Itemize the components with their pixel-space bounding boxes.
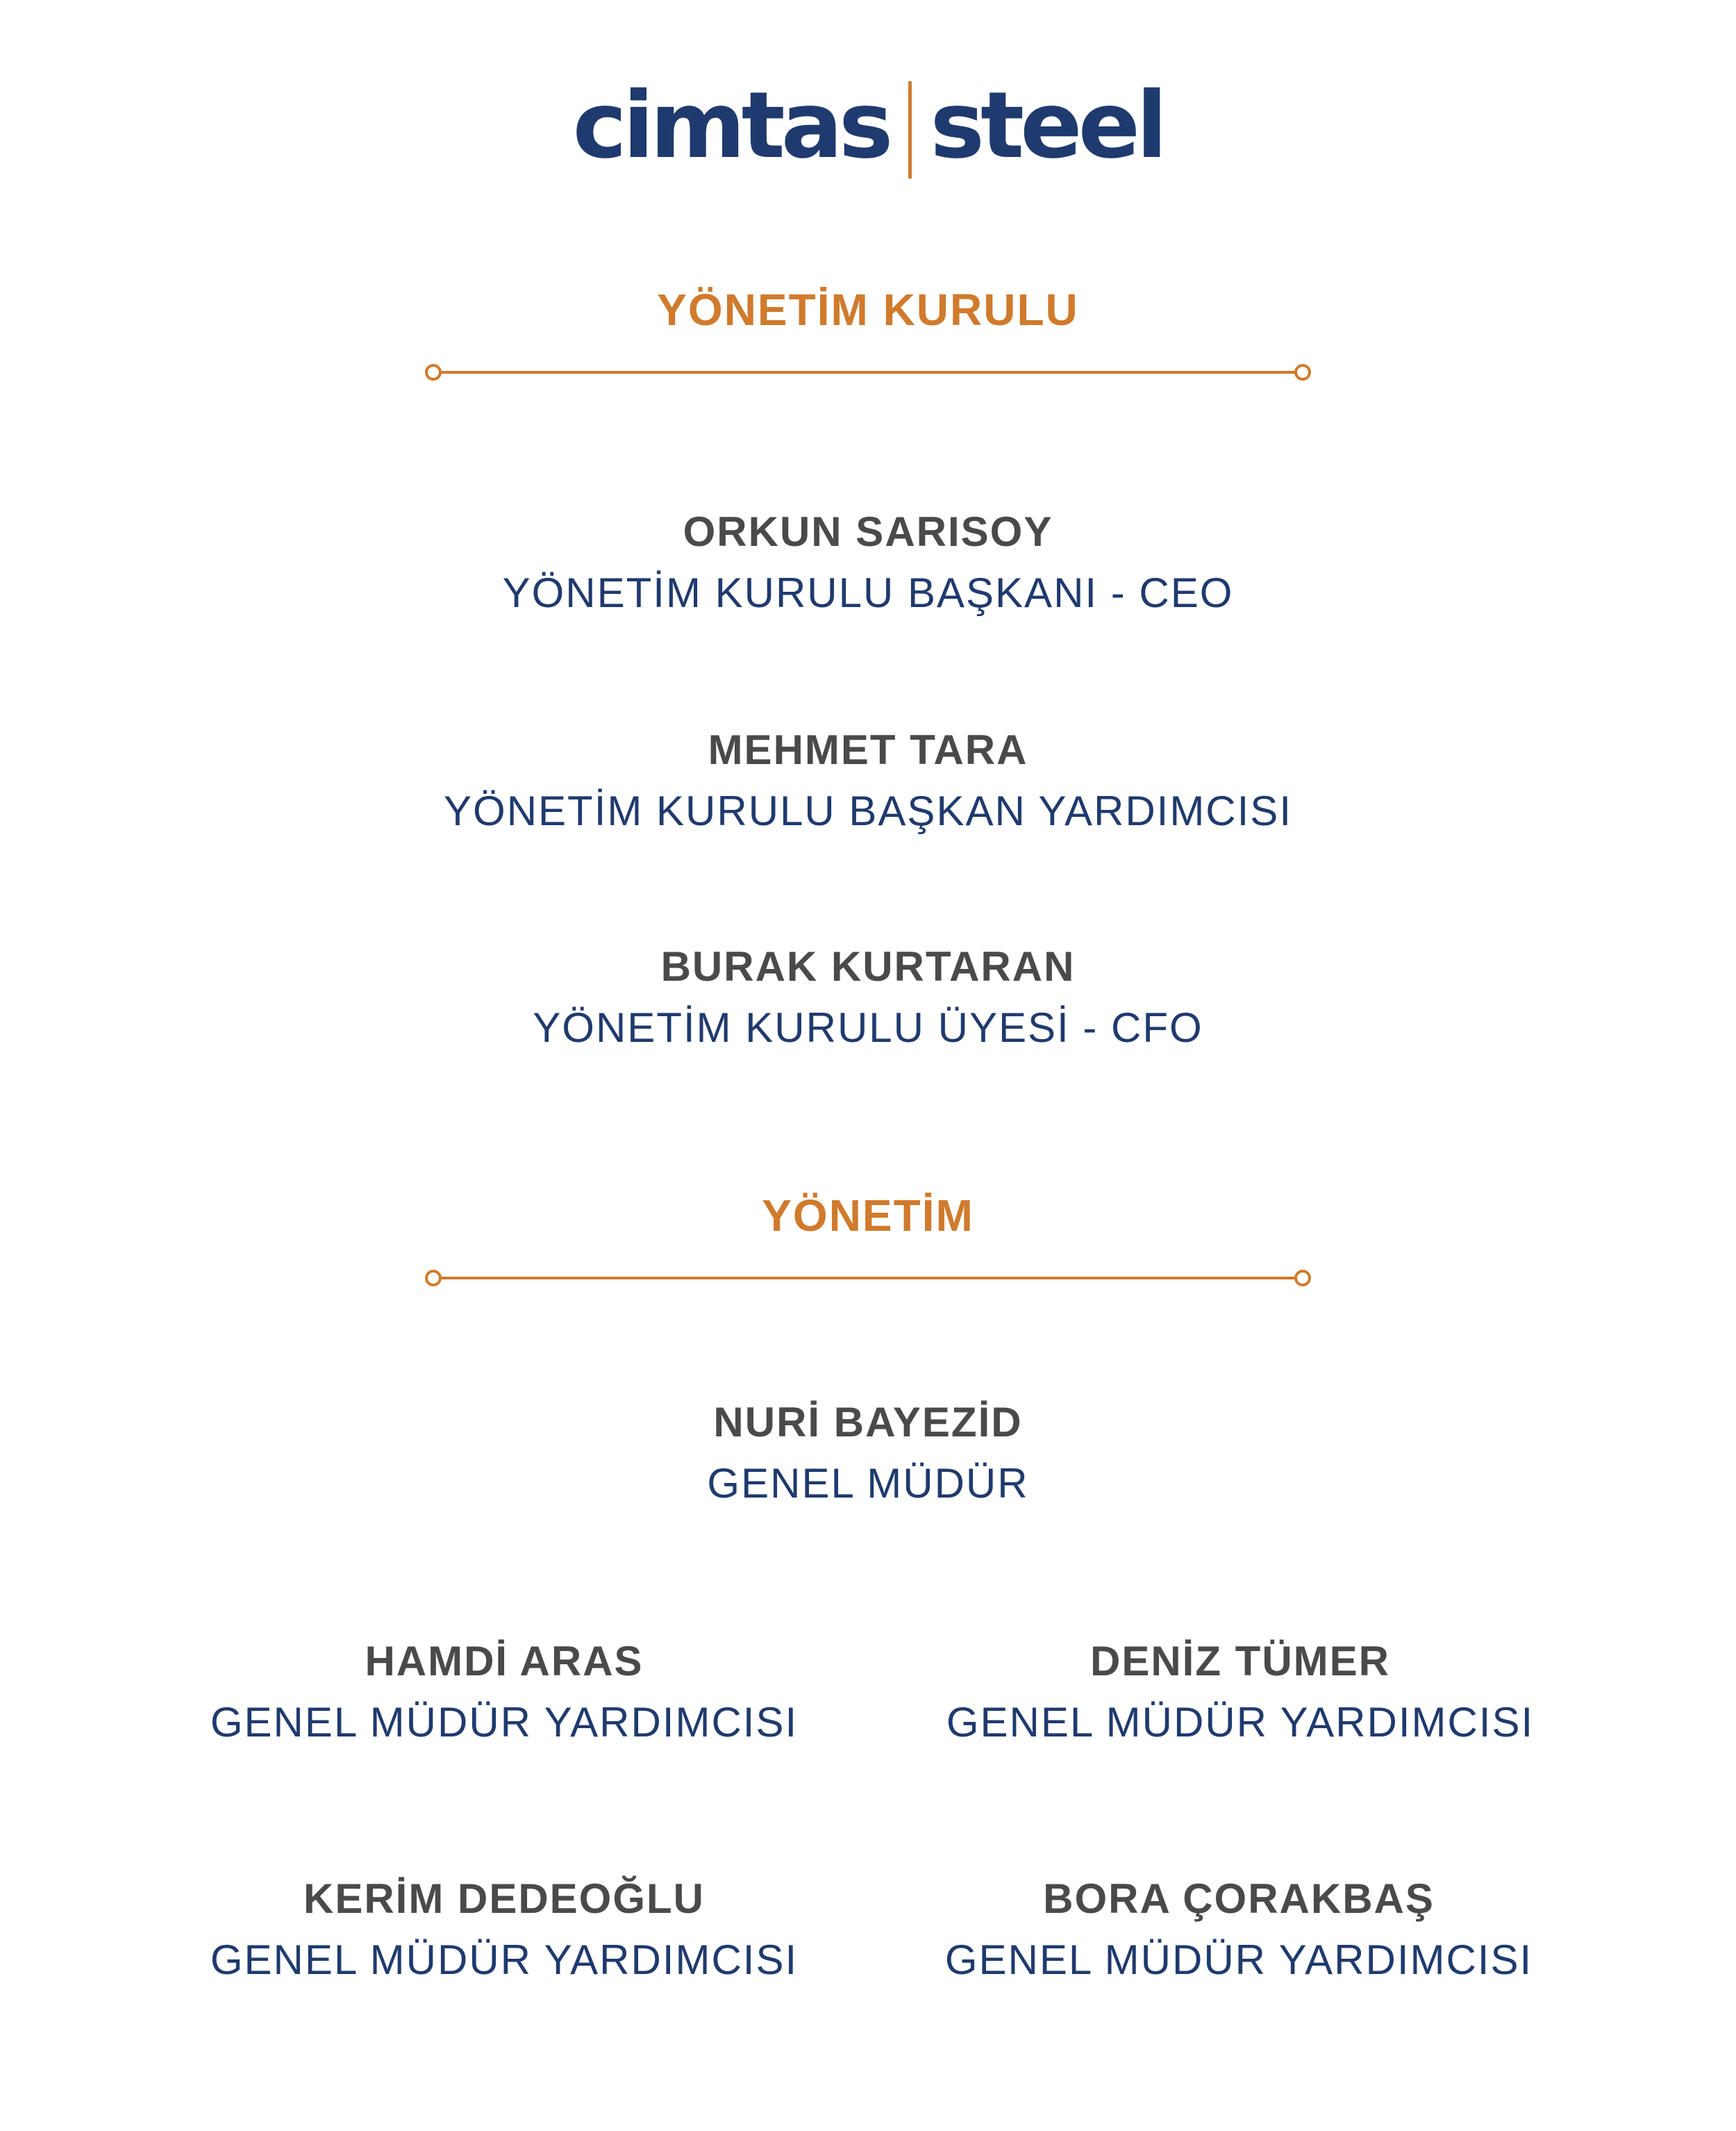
member-name: BORA ÇORAKBAŞ [1043,1875,1435,1922]
management-member-card [157,1875,851,1983]
management-member-card [893,1638,1587,1746]
management-member-card [892,1875,1586,1983]
member-name: KERİM DEDEOĞLU [303,1875,706,1922]
member-name: BURAK KURTARAN [660,943,1076,990]
management-section-divider [425,1264,1311,1292]
management-section-title: YÖNETİM [762,1191,974,1241]
board-member-card [0,943,1736,1051]
board-member-card [0,508,1736,616]
brand-logo [0,72,1736,182]
member-role: GENEL MÜDÜR YARDIMCISI [946,1699,1535,1746]
member-role: GENEL MÜDÜR YARDIMCISI [210,1699,799,1746]
member-name: DENİZ TÜMER [1090,1638,1390,1684]
board-section-title: YÖNETİM KURULU [657,285,1079,335]
logo-divider [908,81,912,179]
member-role: YÖNETİM KURULU ÜYESİ - CFO [533,1004,1203,1051]
member-role: YÖNETİM KURULU BAŞKANI - CEO [502,570,1234,616]
member-name: MEHMET TARA [708,727,1028,773]
member-role: GENEL MÜDÜR [707,1460,1029,1507]
member-name: HAMDİ ARAS [365,1638,644,1684]
management-member-card [0,1399,1736,1507]
management-member-card [157,1638,851,1746]
board-member-card [0,729,1736,832]
member-role: GENEL MÜDÜR YARDIMCISI [944,1937,1533,1983]
member-role: GENEL MÜDÜR YARDIMCISI [210,1937,799,1983]
member-name: ORKUN SARISOY [683,508,1053,555]
board-section-divider [425,358,1311,386]
logo-word-cimtas: cimtas [572,72,890,179]
member-name: NURİ BAYEZİD [713,1399,1023,1445]
member-role: YÖNETİM KURULU BAŞKAN YARDIMCISI [444,788,1292,834]
logo-word-steel: steel [930,72,1164,179]
